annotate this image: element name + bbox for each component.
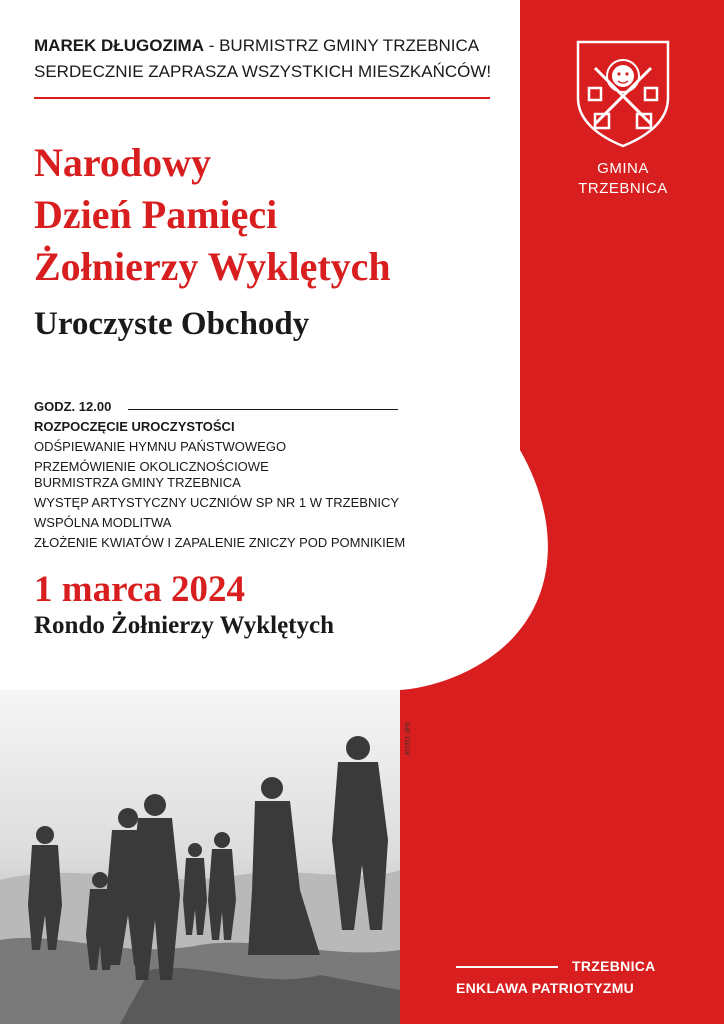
time-divider xyxy=(128,409,398,410)
program-item: ZŁOŻENIE KWIATÓW I ZAPALENIE ZNICZY POD POMNIKIEM xyxy=(34,535,406,550)
historical-photo xyxy=(0,690,400,1024)
invitation-text: SERDECZNIE ZAPRASZA WSZYSTKICH MIESZKAŃCÓW! xyxy=(34,62,492,81)
title-line-1: Narodowy xyxy=(34,140,212,185)
title-line-3: Żołnierzy Wyklętych xyxy=(34,244,391,289)
coat-of-arms-icon xyxy=(573,38,673,148)
program-item: WSPÓLNA MODLITWA xyxy=(34,515,172,530)
footer-line-2: ENKLAWA PATRIOTYZMU xyxy=(456,980,635,996)
program-item: ROZPOCZĘCIE UROCZYSTOŚCI xyxy=(34,419,235,434)
header-divider xyxy=(34,97,490,99)
event-place: Rondo Żołnierzy Wyklętych xyxy=(34,612,335,639)
program-item: ODŚPIEWANIE HYMNU PAŃSTWOWEGO xyxy=(34,439,287,454)
organizer-role: - BURMISTRZ GMINY TRZEBNICA xyxy=(203,36,480,55)
subtitle: Uroczyste Obchody xyxy=(34,306,310,342)
organizer-name: MAREK DŁUGOZIMA xyxy=(34,36,204,55)
event-date: 1 marca 2024 xyxy=(34,569,245,610)
program-item: PRZEMÓWIENIE OKOLICZNOŚCIOWE xyxy=(34,459,269,474)
logo-text-line-1: GMINA xyxy=(597,160,649,177)
organizer-line xyxy=(34,36,479,56)
photo-credit: FOTO: IPN xyxy=(404,721,412,755)
footer-divider xyxy=(456,966,558,968)
title-line-2: Dzień Pamięci xyxy=(34,192,278,237)
logo-text-line-2: TRZEBNICA xyxy=(578,180,668,197)
program-item: BURMISTRZA GMINY TRZEBNICA xyxy=(34,475,241,490)
footer-line-1: TRZEBNICA xyxy=(572,958,656,974)
program-item: WYSTĘP ARTYSTYCZNY UCZNIÓW SP NR 1 W TRZEBNICY xyxy=(34,495,400,510)
event-time: GODZ. 12.00 xyxy=(34,399,112,414)
